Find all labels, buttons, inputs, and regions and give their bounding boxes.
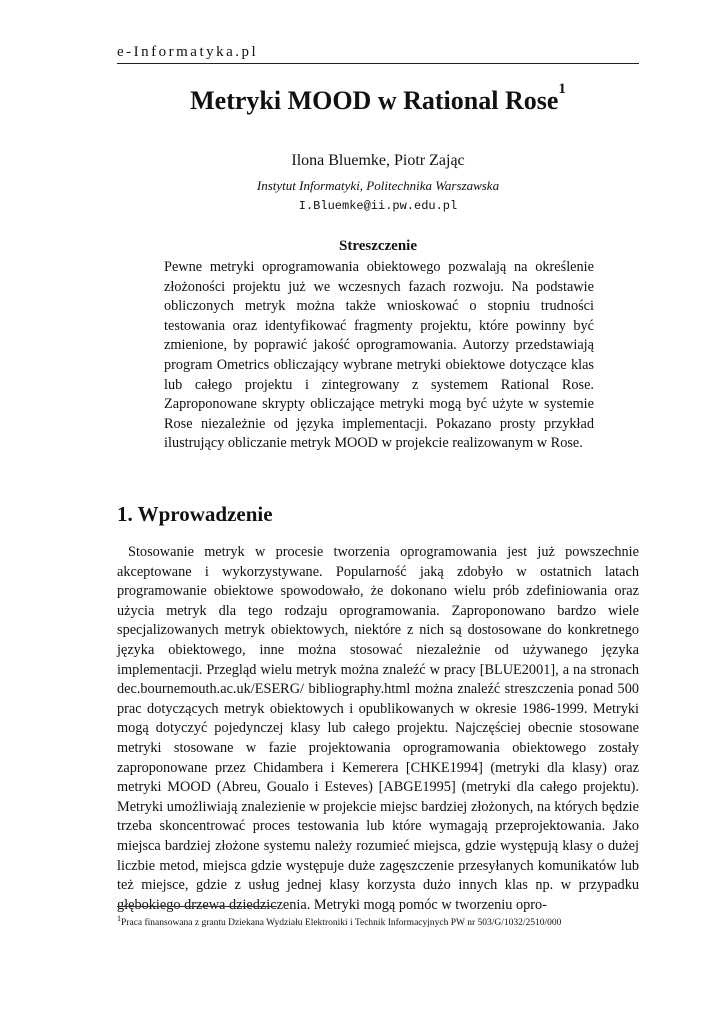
author-email: I.Bluemke@ii.pw.edu.pl [298, 199, 458, 213]
authors: Ilona Bluemke, Piotr Zając [291, 152, 465, 169]
affiliation: Instytut Informatyki, Politechnika Warszawska [256, 178, 500, 193]
section-body-text: Stosowanie metryk w procesie tworzenia oprogramowania jest już powszechnie akceptowane i wykorzystywane. Popularność jaką zdobyło w ostatnich latach programowanie obiektowe spowodowało, że dokonano wielu prób zdefiniowania oraz użycia metryk dla tego rodzaju oprogramowania. Zaproponowano bardzo wiele specjalizowanych metryk obiektowych, niektóre z nich są dostosowane do konkretnego języka obiektowego, inne można stosować niezależnie od używanego języka implementacji. Przegląd wielu metryk można znaleźć w pracy [BLUE2001], a na stronach dec.bournemouth.ac.uk/ESERG/ bibliography.html można znaleźć streszczenia ponad 500 prac dotyczących metryk obiektowych i opublikowanych w okresie 1986-1999. Metryki mogą dotyczyć pojedynczej klasy lub całego projektu. Najczęściej obecnie stosowane metryki stosowane w fazie projektowania oprogramowania obiektowego zostały zaproponowane przez Chidambera i Kemerera [CHKE1994] (metryki dla klasy) oraz metryki MOOD (Abreu, Goualo i Esteves) [ABGE1995] (metryki dla całego projektu). Metryki umożliwiają znalezienie w projekcie miejsc bardziej złożonych, na których będzie trzeba skoncentrować proces testowania lub które wymagają przeprojektowania. Jako miejsca bardziej złożone systemu należy rozumieć miejsca, gdzie występują klasy o dużej liczbie metod, miejsca gdzie występuje duże zagęszczenie przesyłanych komunikatów lub też miejsce, gdzie z usług jednej klasy korzysta dużo innych klas np. w przypadku głębokiego drzewa dziedziczenia. Metryki mogą pomóc w tworzeniu opro- [117, 544, 639, 913]
header-rule [117, 63, 639, 64]
abstract-text: Pewne metryki oprogramowania obiektowego pozwalają na określenie złożoności projektu już we wczesnych fazach rozwoju. Na podstawie obliczonych metryk można także wnioskować o stopniu trudności testowania oraz identyfikować fragmenty projektu, które powinny być zmienione, by poprawić jakość oprogramowania. Autorzy przedstawiają program Ometrics obliczający wybrane metryki obiektowe dotyczące klas lub całego projektu i zintegrowany z systemem Rational Rose. Zaproponowane skrypty obliczające metryki mogą być użyte w systemie Rose niezależnie od języka implementacji. Pokazano prosty przykład ilustrujący obliczanie metryk MOOD w projekcie realizowanym w Rose. [164, 259, 594, 452]
running-head: e-Informatyka.pl [117, 44, 259, 60]
title-footnote-mark: 1 [558, 81, 566, 98]
footnote-mark: 1 [117, 914, 121, 923]
title-text: Metryki MOOD w Rational Rose [190, 86, 559, 115]
footnote [117, 914, 657, 928]
section-heading: 1. Wprowadzenie [117, 502, 273, 526]
paper-title [117, 81, 639, 116]
footnote-rule [117, 906, 277, 907]
abstract-heading: Streszczenie [338, 238, 418, 254]
footnote-text: Praca finansowana z grantu Dziekana Wydziału Elektroniki i Technik Informacyjnych PW nr 503/G/1032/2510/000 [121, 918, 562, 928]
